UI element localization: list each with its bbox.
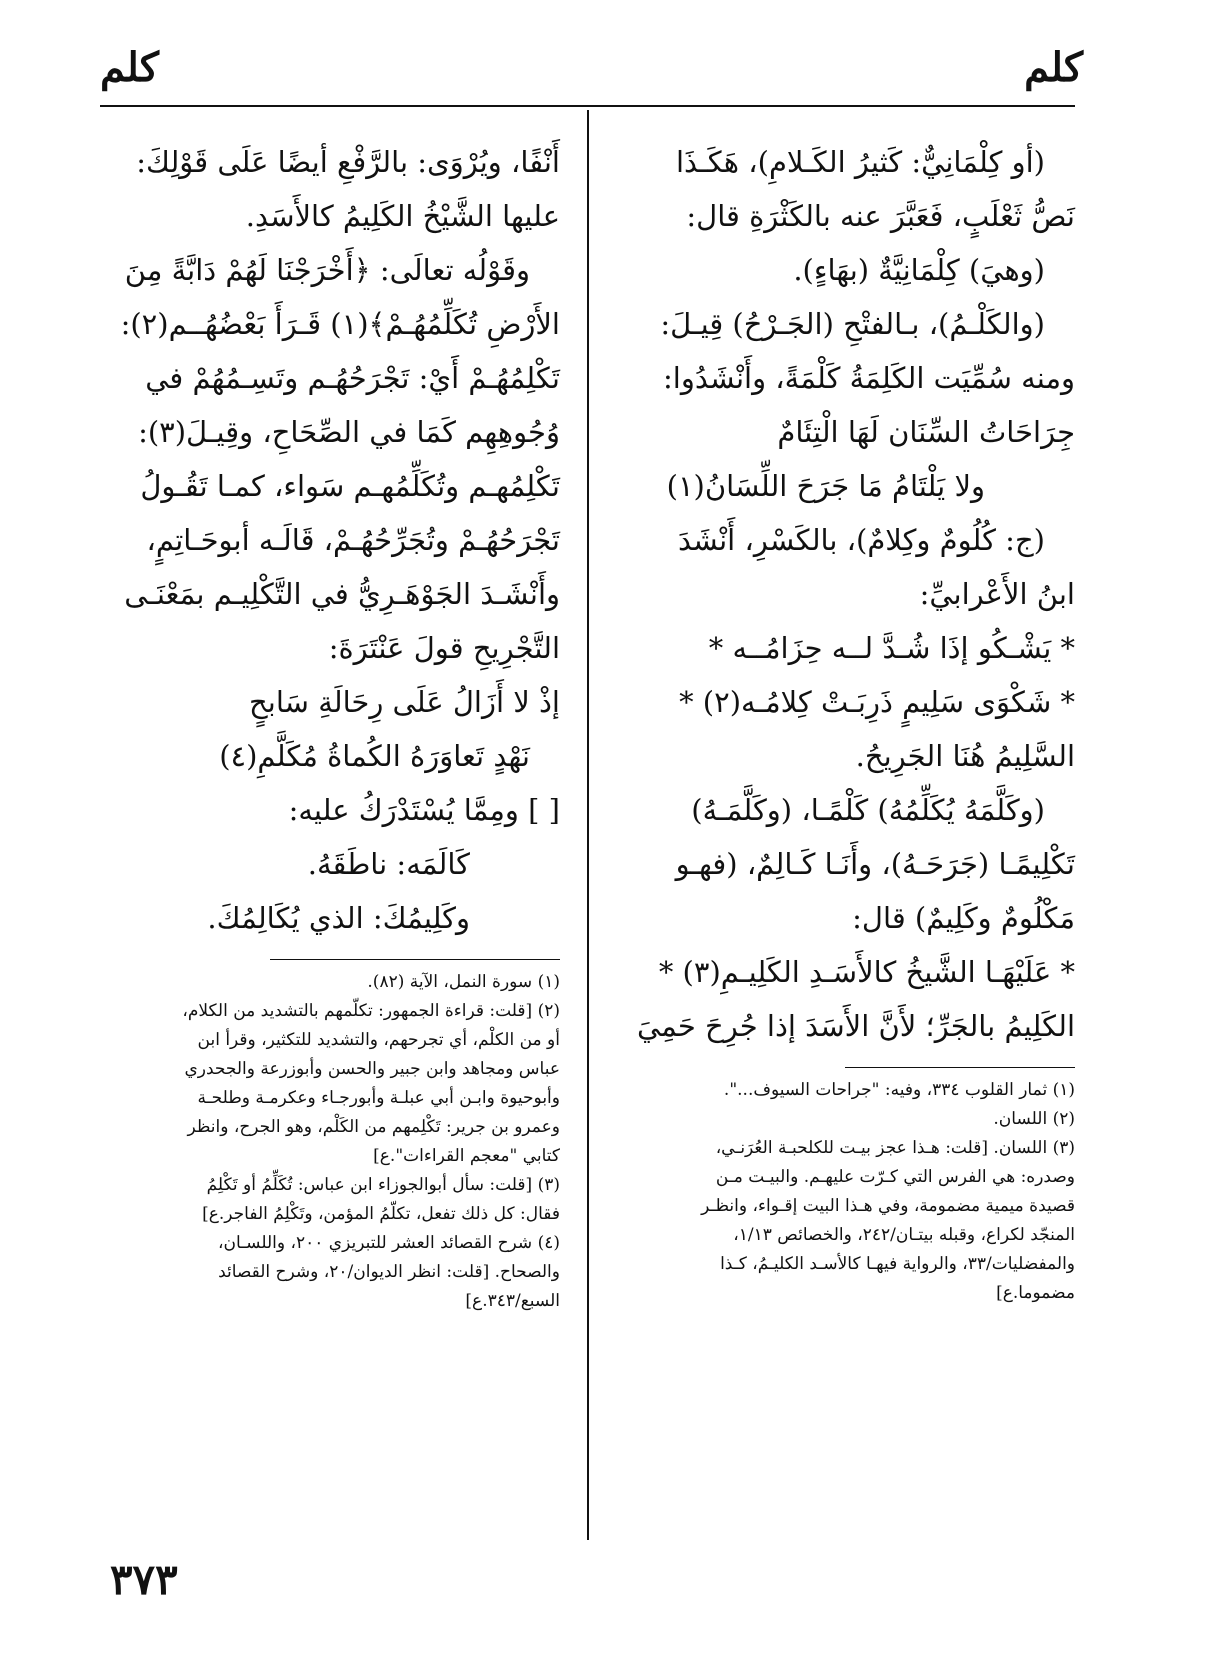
text-line: تَجْرَحُهُـمْ وتُجَرِّحُهُـمْ، قَالَـه أبوحَـاتِمٍ،	[146, 523, 560, 557]
footnote-rule	[845, 1067, 1075, 1068]
footnote-line: فقال: كل ذلك تفعل، تكلّمُ المؤمن، وتَكْلِمُ الفاجر.ع]	[202, 1204, 560, 1224]
footnote-line: السبع/٣٤٣.ع]	[465, 1291, 560, 1311]
text-line: عليها الشَّيْخُ الكَلِيمُ كالأَسَدِ.	[245, 199, 560, 233]
footnote-line: المنجّد لكراع، وقبله بيتـان/٢٤٢، والخصائص ١/١٣،	[733, 1225, 1075, 1245]
text-line: نَصُّ ثَعْلَبٍ، فَعَبَّرَ عنه بالكَثْرَةِ قال:	[686, 199, 1075, 233]
footnote-line: كتابي "معجم القراءات".ع]	[373, 1146, 560, 1166]
text-line: (أو كِلْمَانِيٌّ: كَثيرُ الكَـلامِ)، هَكَـذَا	[676, 145, 1045, 179]
footnote-line: وأبوحيوة وابـن أبي عبلـة وأبورجـاء وعكرمـة وطلحـة	[197, 1088, 560, 1108]
footnote-line: (١) ثمار القلوب ٣٣٤، وفيه: "جراحات السيوف...".	[723, 1080, 1075, 1100]
header-word-right: كلم	[1024, 44, 1083, 91]
footnote-line: وعمرو بن جرير: تَكْلِمهم من الكَلْم، وهو الجرح، وانظر	[187, 1117, 560, 1137]
right-column	[630, 135, 1075, 1308]
footnote-line: والصحاح. [قلت: انظر الديوان/٢٠، وشرح القصائد	[218, 1262, 560, 1282]
text-line: [ ] ومِمَّا يُسْتَدْرَكُ عليه:	[288, 793, 560, 827]
footnote-rule	[270, 959, 560, 960]
text-line: الأَرْضِ تُكَلِّمُهُـمْ﴾(١) قَـرَأَ بَعْضُهُــم(٢):	[120, 307, 560, 341]
verse-line: * عَلَيْهَـا الشَّيخُ كالأَسَـدِ الكَلِيـمِ(٣) *	[658, 955, 1075, 989]
footnote-line: (٣) [قلت: سأل أبوالجوزاء ابن عباس: تُكَلِّمُ أو تَكْلِمُ	[206, 1175, 560, 1195]
text-line: تَكْلِمُهُـمْ أَيْ: تَجْرَحُهُـم وتَسِـمُهُمْ في	[145, 361, 560, 395]
text-line: أَنْفًا، ويُرْوَى: بالرَّفْعِ أيضًا عَلَى قَوْلِكَ:	[136, 145, 560, 179]
text-line: كَالَمَه: ناطَقَهُ.	[307, 847, 470, 881]
page-number: ٣٧٣	[110, 1555, 178, 1604]
footnote-line: عباس ومجاهد وابن جبير والحسن وأبوزرعة والجحدري	[184, 1059, 560, 1079]
verse-line: ولا يَلْتَامُ مَا جَرَحَ اللِّسَانُ(١)	[666, 469, 985, 503]
footnote-line: مضموما.ع]	[996, 1283, 1075, 1303]
footnote-line: والمفضليات/٣٣، والرواية فيهـا كالأسـد الكليـمُ، كـذا	[720, 1254, 1075, 1274]
verse-line: نَهْدٍ تَعاوَرَهُ الكُماةُ مُكَلَّمِ(٤)	[219, 739, 530, 773]
footnote-line: (٢) [قلت: قراءة الجمهور: تكلّمهم بالتشديد من الكلام،	[182, 1001, 560, 1021]
footnote-line: وصدره: هي الفرس التي كـرّت عليهـم. والبيـت مـن	[715, 1167, 1075, 1187]
text-line: (ج: كُلُومٌ وكِلامٌ)، بالكَسْرِ، أَنْشَدَ	[678, 523, 1045, 557]
text-line: وأَنْشَـدَ الجَوْهَـرِيُّ في التَّكْلِيـم بمَعْنَـى	[124, 577, 560, 611]
text-line: مَكْلُومٌ وكَلِيمٌ) قال:	[852, 901, 1075, 935]
left-column	[120, 135, 560, 1316]
text-line: وقَوْلُه تعالَى: ﴿أَخْرَجْنَا لَهُمْ دَابَّةً مِنَ	[124, 253, 530, 287]
text-line: الكَلِيمُ بالجَرِّ؛ لأَنَّ الأَسَدَ إذا جُرِحَ حَمِيَ	[636, 1009, 1075, 1043]
text-line: ابنُ الأَعْرابيِّ:	[919, 577, 1075, 611]
text-line: التَّجْرِيحِ قولَ عَنْتَرَةَ:	[328, 631, 560, 665]
footnote-line: قصيدة ميمية مضمومة، وفي هـذا البيت إقـواء، وانظـر	[701, 1196, 1075, 1216]
text-line: وكَلِيمُكَ: الذي يُكَالِمُكَ.	[207, 901, 470, 935]
text-line: ومنه سُمِّيَت الكَلِمَةُ كَلْمَةً، وأَنْشَدُوا:	[663, 361, 1075, 395]
footnote-line: أو من الكلْم، أي تجرحهم، والتشديد للتكثير، وقرأ ابن	[197, 1030, 560, 1050]
text-line: تَكْلِيمًـا (جَرَحَـهُ)، وأَنَـا كَـالِمٌ، (فهـو	[675, 847, 1075, 881]
text-line: وُجُوهِهِم كَمَا في الصِّحَاحِ، وقِيـلَ(٣):	[138, 415, 560, 449]
verse-line: * يَشْـكُو إذَا شُـدَّ لــه حِزَامُــه *	[708, 631, 1075, 665]
header-word-left: كلم	[100, 44, 159, 91]
footnote-line: (٤) شرح القصائد العشر للتبريزي ٢٠٠، واللسـان،	[218, 1233, 560, 1253]
verse-line: * شَكْوَى سَلِيمٍ ذَرِبَـتْ كِلامُـه(٢) *	[679, 685, 1075, 719]
text-line: السَّلِيمُ هُنَا الجَرِيحُ.	[855, 739, 1075, 773]
text-line: (وكَلَّمَهُ يُكَلِّمُهُ) كَلْمًـا، (وكَلَّمَـهُ)	[691, 793, 1045, 827]
verse-line: جِرَاحَاتُ السِّنَان لَهَا الْتِئَامٌ	[777, 415, 1075, 449]
text-line: (والكَلْـمُ)، بـالفتْحِ (الجَـرْحُ) قِيـلَ:	[660, 307, 1045, 341]
verse-line: إذْ لا أَزَالُ عَلَى رِحَالَةِ سَابحٍ	[249, 685, 560, 719]
header-rule	[100, 105, 1075, 107]
footnote-line: (٢) اللسان.	[993, 1109, 1075, 1129]
column-divider	[587, 110, 589, 1540]
footnote-line: (٣) اللسان. [قلت: هـذا عجز بيـت للكلحبـة العُرَنـي،	[715, 1138, 1075, 1158]
footnote-line: (١) سورة النمل، الآية (٨٢).	[367, 972, 560, 992]
text-line: (وهيَ) كِلْمَانِيَّةٌ (بهَاءٍ).	[793, 253, 1045, 287]
text-line: تَكْلِمُهـم وتُكَلِّمُهـم سَواء، كمـا تَقُـولُ	[140, 469, 560, 503]
